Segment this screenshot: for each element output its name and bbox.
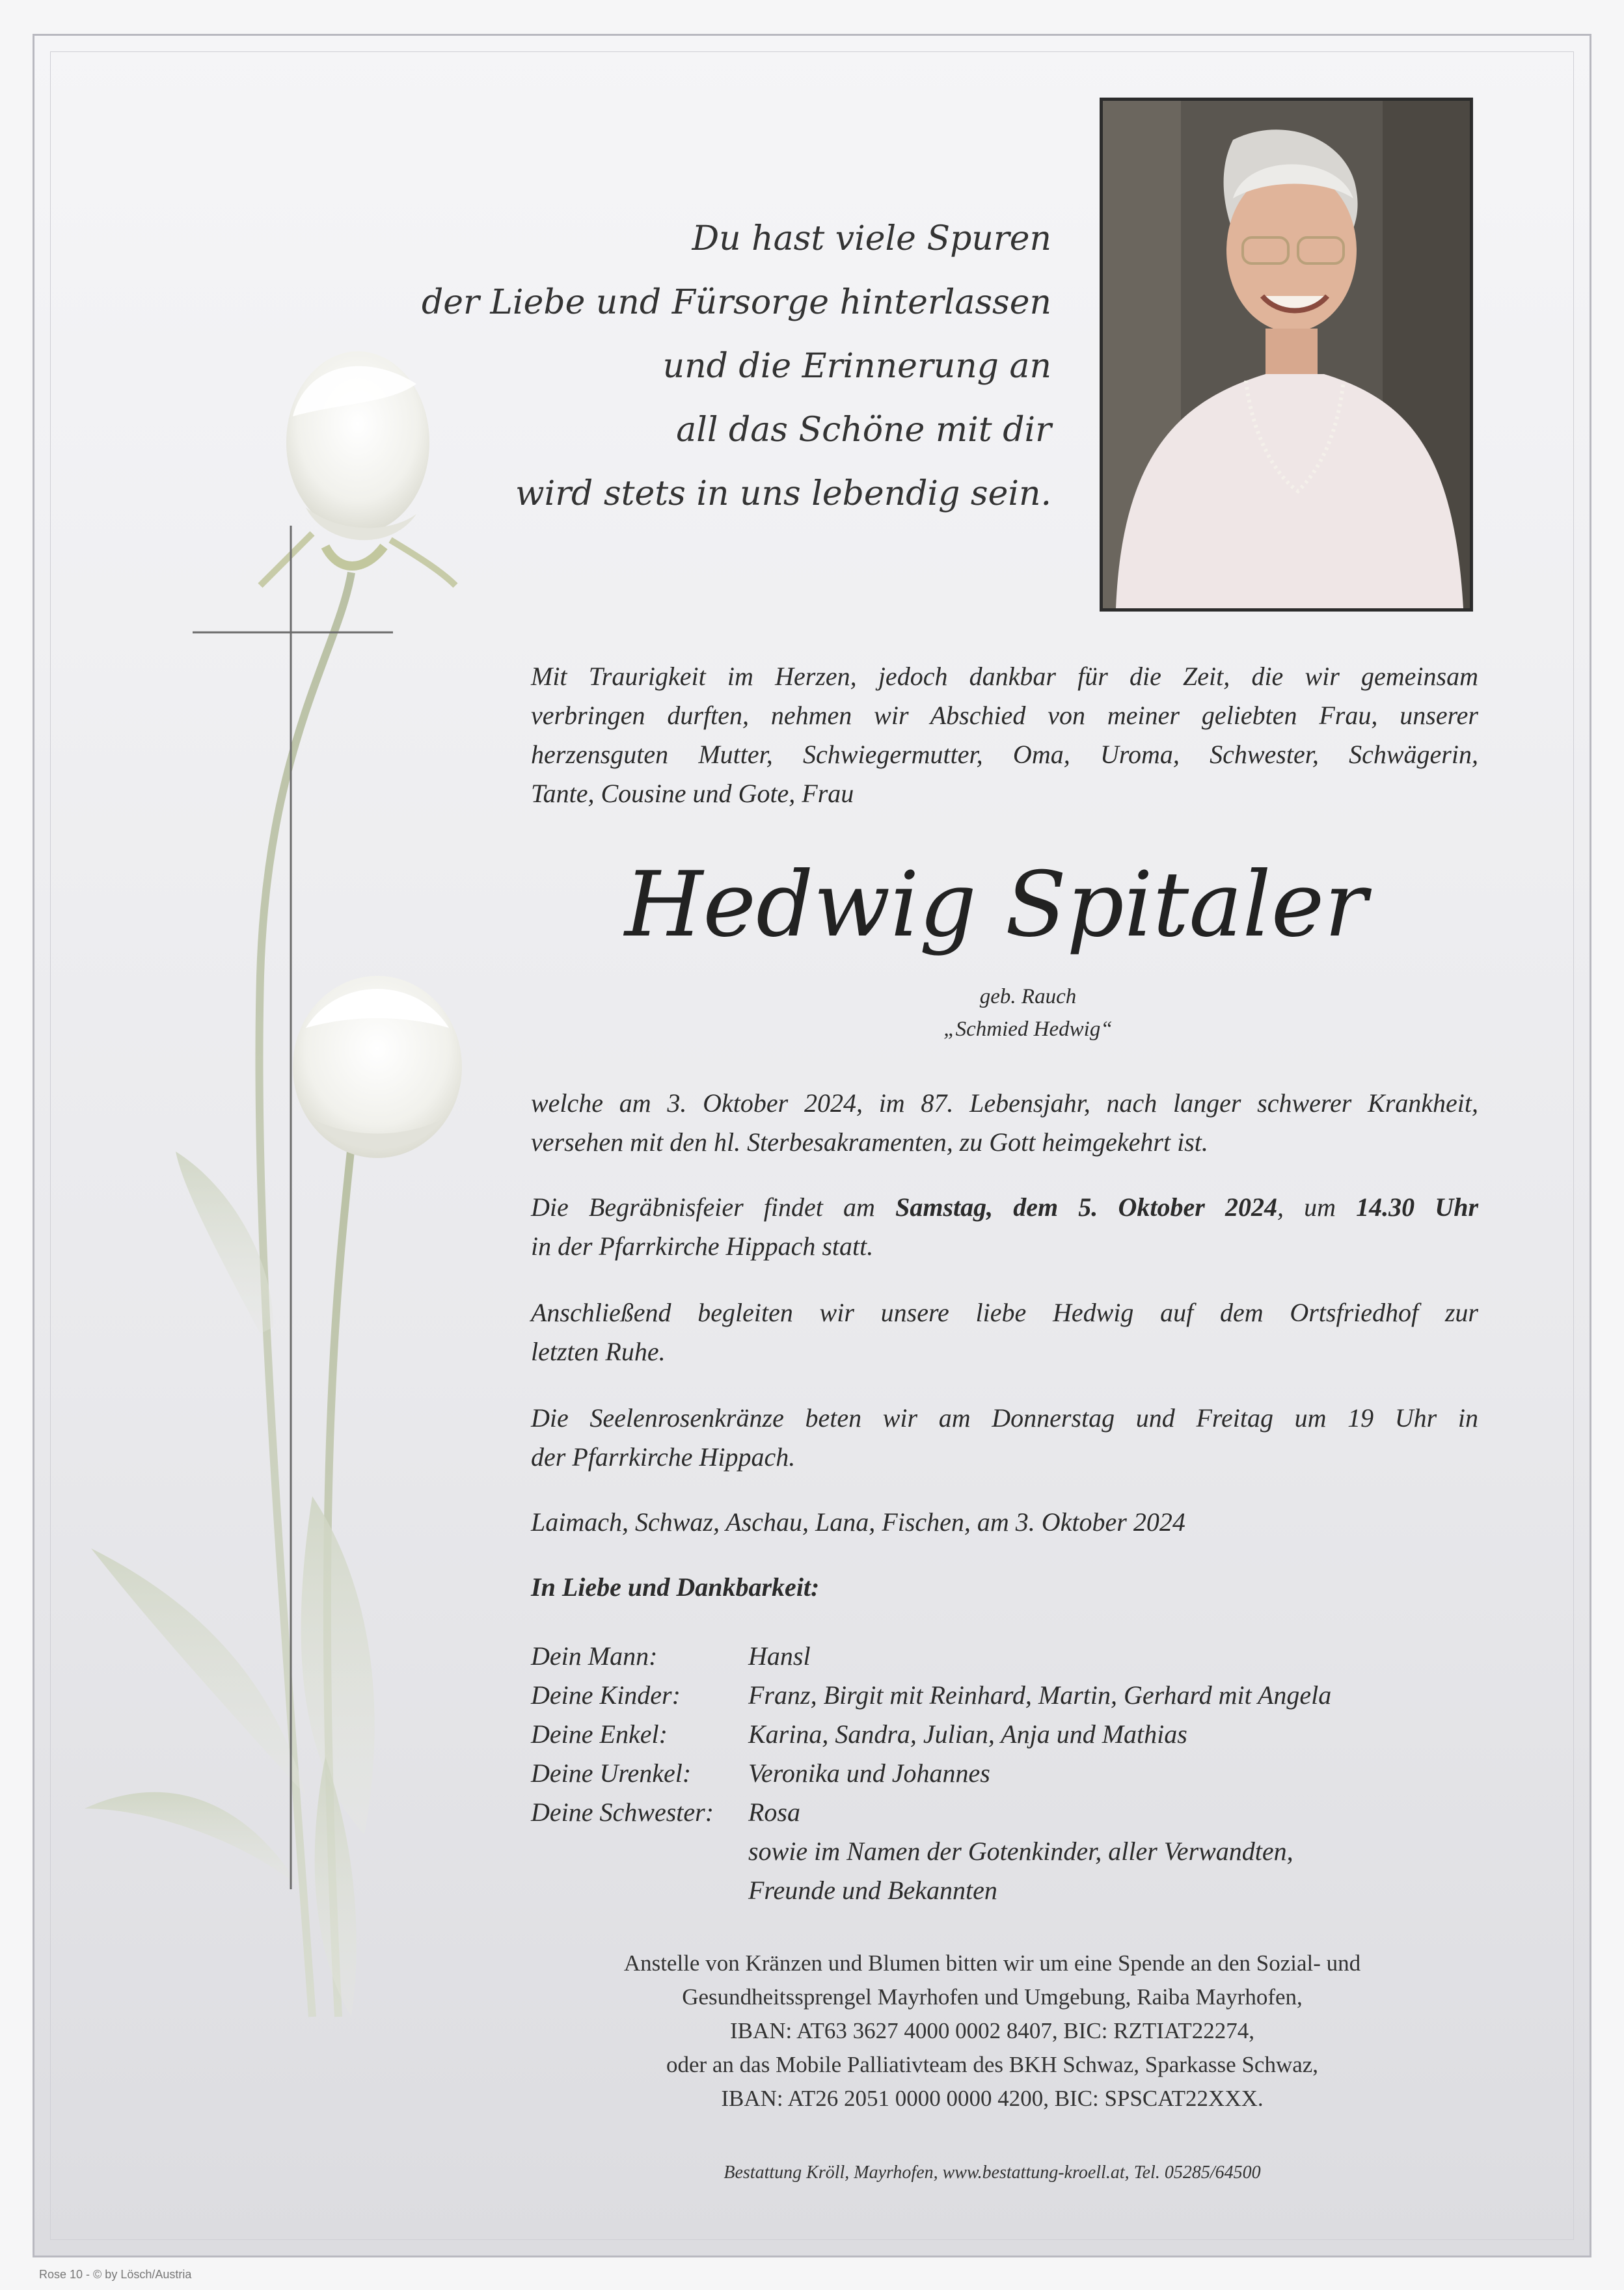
family-extra-line: sowie im Namen der Gotenkinder, aller Verwandten, [748,1837,1293,1866]
deceased-name: Hedwig Spitaler [625,852,1368,957]
family-row [531,1637,1331,1676]
family-names: Veronika und Johannes [748,1758,990,1788]
donation-request [494,1946,1490,2116]
family-list [531,1637,1331,1910]
donation-line: Anstelle von Kränzen und Blumen bitten wir um eine Spende an den Sozial- und [623,1950,1361,1976]
family-extra-line: Freunde und Bekannten [748,1876,997,1905]
family-row [531,1676,1331,1715]
family-relation: Dein Mann: [531,1641,658,1671]
family-relation: Deine Enkel: [531,1719,668,1749]
death-line: versehen mit den hl. Sterbesakramenten, zu Gott heimgekehrt ist. [531,1127,1208,1157]
donation-line: Gesundheitssprengel Mayrhofen und Umgebung, Raiba Mayrhofen, [682,1984,1303,2010]
funeral-day: Samstag, dem 5. Oktober 2024 [895,1192,1277,1222]
poem-line: Du hast viele Spuren [692,219,1051,258]
death-line: welche am 3. Oktober 2024, im 87. Lebensjahr, nach langer schwerer Krankheit, [531,1088,1478,1118]
funeral-home-footer: Bestattung Kröll, Mayrhofen, www.bestattung-kroell.at, Tel. 05285/64500 [724,2162,1261,2183]
burial-line: Anschließend begleiten wir unsere liebe Hedwig auf dem Ortsfriedhof zur [531,1298,1478,1327]
intro-text [531,657,1478,813]
place-date: Laimach, Schwaz, Aschau, Lana, Fischen, am 3. Oktober 2024 [531,1507,1185,1537]
intro-line: Mit Traurigkeit im Herzen, jedoch dankbar für die Zeit, die wir gemeinsam [531,662,1478,691]
donation-line: IBAN: AT26 2051 0000 0000 4200, BIC: SPSCAT22XXX. [721,2086,1264,2111]
donation-line: IBAN: AT63 3627 4000 0002 8407, BIC: RZTIAT22274, [730,2018,1254,2043]
family-names: Franz, Birgit mit Reinhard, Martin, Gerhard mit Angela [748,1680,1332,1710]
family-heading: In Liebe und Dankbarkeit: [531,1572,820,1602]
burial-info [531,1293,1478,1371]
portrait-photo [1100,98,1473,612]
family-names: Karina, Sandra, Julian, Anja und Mathias [748,1719,1187,1749]
funeral-info [531,1188,1478,1266]
burial-line: letzten Ruhe. [531,1337,666,1366]
family-relation: Deine Schwester: [531,1798,714,1827]
poem-line: all das Schöne mit dir [676,411,1051,450]
family-row [531,1715,1331,1754]
family-names: Rosa [748,1798,800,1827]
poem-line: und die Erinnerung an [662,347,1051,386]
death-notice [531,1084,1478,1162]
intro-line: verbringen durften, nehmen wir Abschied von meiner geliebten Frau, unserer [531,701,1478,730]
family-row [531,1793,1331,1832]
image-credit: Rose 10 - © by Lösch/Austria [39,2268,192,2281]
maiden-name: geb. Rauch [979,985,1077,1008]
intro-line: herzensguten Mutter, Schwiegermutter, Oma, Uroma, Schwester, Schwägerin, [531,740,1478,769]
rosary-line: der Pfarrkirche Hippach. [531,1442,796,1472]
funeral-line [531,1188,1478,1227]
funeral-pre: Die Begräbnisfeier findet am [531,1192,896,1222]
family-names: Hansl [748,1641,811,1671]
funeral-mid: , um [1277,1192,1357,1222]
family-relation: Deine Urenkel: [531,1758,692,1788]
rosary-line: Die Seelenrosenkränze beten wir am Donnerstag und Freitag um 19 Uhr in [531,1403,1478,1433]
poem-line: wird stets in uns lebendig sein. [515,474,1051,513]
donation-line: oder an das Mobile Palliativteam des BKH Schwaz, Sparkasse Schwaz, [666,2052,1319,2077]
nickname: „Schmied Hedwig“ [943,1017,1113,1041]
rosary-info [531,1399,1478,1477]
family-row [531,1754,1331,1793]
family-relation: Deine Kinder: [531,1680,681,1710]
portrait-illustration [1103,101,1470,608]
poem [422,207,1051,526]
funeral-place: in der Pfarrkirche Hippach statt. [531,1232,874,1261]
intro-line: Tante, Cousine und Gote, Frau [531,779,854,808]
poem-line: der Liebe und Fürsorge hinterlassen [421,283,1051,322]
funeral-time: 14.30 Uhr [1356,1192,1479,1222]
